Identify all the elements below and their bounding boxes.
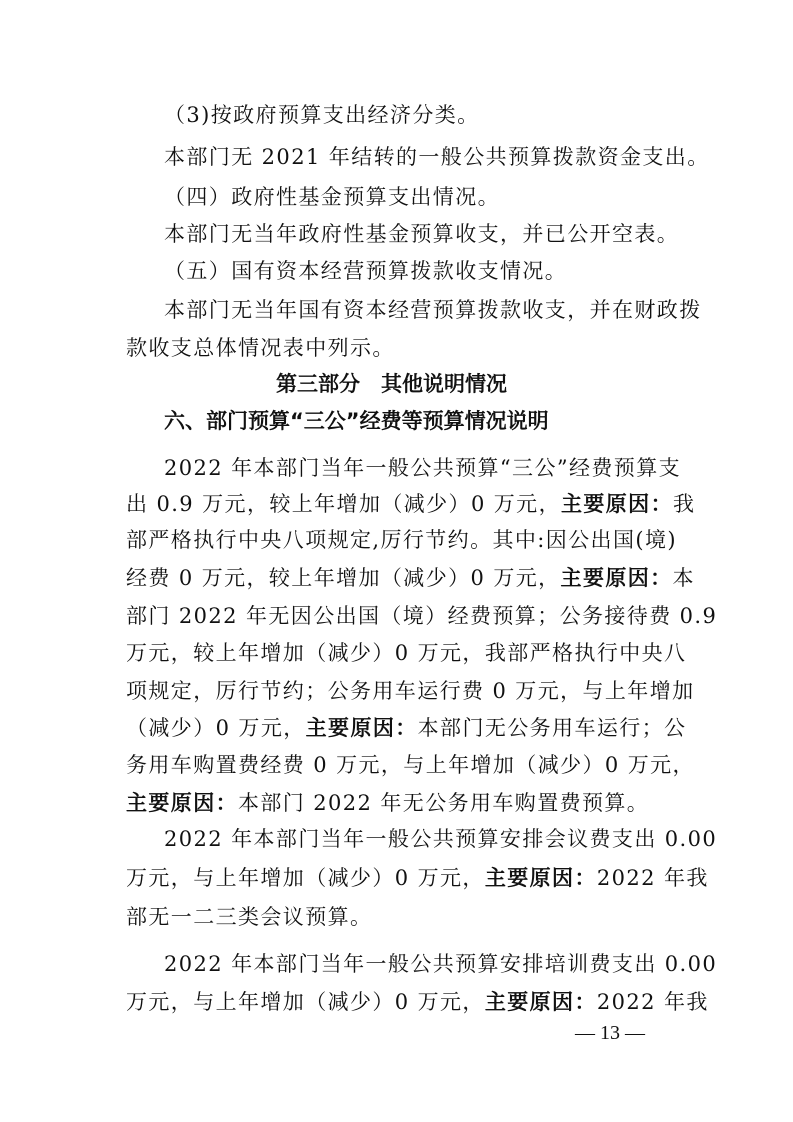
- text-line-state-capital-body-1: 本部门无当年国有资本经营预算拨款收支，并在财政拨: [164, 298, 702, 322]
- paragraph-line: 万元，较上年增加（减少）0 万元，我部严格执行中央八: [126, 641, 687, 665]
- text-line-state-capital-body-2: 款收支总体情况表中列示。: [126, 336, 395, 360]
- paragraph-line: 出 0.9 万元，较上年增加（减少）0 万元，主要原因：我: [126, 491, 696, 516]
- section-six-heading: 六、部门预算“三公”经费等预算情况说明: [164, 409, 549, 433]
- paragraph-line: 经费 0 万元，较上年增加（减少）0 万元，主要原因：本: [126, 565, 695, 590]
- paragraph-line: 万元，与上年增加（减少）0 万元，主要原因：2022 年我: [126, 865, 709, 890]
- text-line-economic-classification: （3)按政府预算支出经济分类。: [164, 103, 480, 127]
- paragraph-line: 2022 年本部门当年一般公共预算安排会议费支出 0.00: [164, 827, 718, 851]
- paragraph-line: 主要原因：本部门 2022 年无公务用车购置费预算。: [126, 790, 650, 815]
- paragraph-line: 项规定，厉行节约；公务用车运行费 0 万元，与上年增加: [126, 679, 695, 703]
- text-line-state-capital-heading: （五）国有资本经营预算拨款收支情况。: [164, 259, 568, 283]
- part-three-heading: 第三部分 其他说明情况: [276, 372, 507, 396]
- paragraph-line: 部门 2022 年无因公出国（境）经费预算；公务接待费 0.9: [126, 604, 718, 628]
- paragraph-line: 务用车购置费经费 0 万元，与上年增加（减少）0 万元，: [126, 753, 695, 777]
- text-line-gov-fund-heading: （四）政府性基金预算支出情况。: [164, 185, 500, 209]
- paragraph-line: 部严格执行中央八项规定,厉行节约。其中:因公出国(境): [126, 528, 677, 552]
- paragraph-line: 2022 年本部门当年一般公共预算“三公”经费预算支: [164, 456, 681, 480]
- paragraph-line: 2022 年本部门当年一般公共预算安排培训费支出 0.00: [164, 952, 718, 976]
- text-line-gov-fund-body: 本部门无当年政府性基金预算收支，并已公开空表。: [164, 222, 680, 246]
- text-line-no-carryover: 本部门无 2021 年结转的一般公共预算拨款资金支出。: [164, 145, 710, 169]
- paragraph-line: （减少）0 万元，主要原因：本部门无公务用车运行；公: [126, 715, 687, 740]
- paragraph-line: 万元，与上年增加（减少）0 万元，主要原因：2022 年我: [126, 989, 709, 1014]
- page-number: — 13 —: [575, 1022, 645, 1044]
- paragraph-line: 部无一二三类会议预算。: [126, 905, 373, 929]
